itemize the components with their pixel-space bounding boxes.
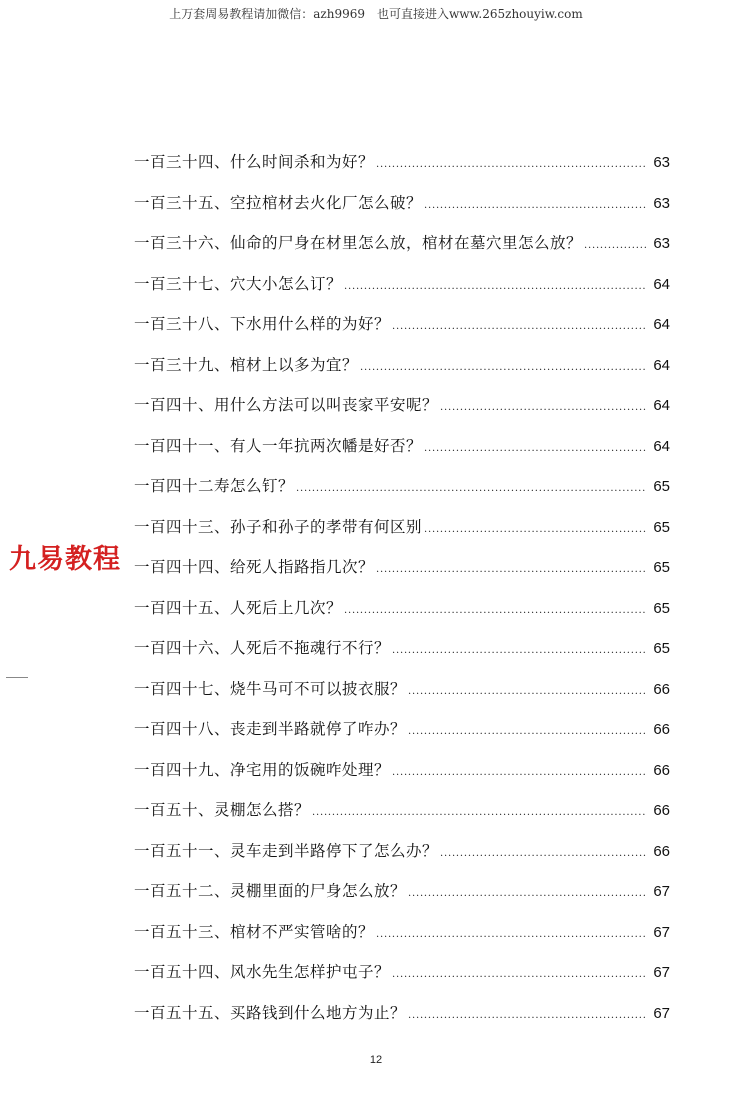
toc-leader <box>440 388 647 429</box>
toc-entry-page: 66 <box>653 721 670 738</box>
toc-entry-page: 64 <box>653 275 670 293</box>
toc-leader <box>344 591 647 632</box>
watermark-logo: 九易教程 <box>9 537 121 576</box>
toc-leader <box>424 429 647 470</box>
toc-entry-title: 一百四十七、烧牛马可不可以披衣服？ <box>134 679 407 698</box>
toc-entry-title: 一百五十三、棺材不严实管啥的？ <box>134 922 375 941</box>
toc-entry-title: 一百五十二、灵棚里面的尸身怎么放？ <box>134 882 407 900</box>
toc-entry-title: 一百四十六、人死后不拖魂行不行？ <box>134 639 391 657</box>
toc-entry-page: 65 <box>653 518 670 536</box>
toc-entry-page: 67 <box>653 964 670 981</box>
toc-entry[interactable] <box>134 912 670 953</box>
toc-entry-page: 65 <box>653 640 670 657</box>
toc-leader <box>408 712 647 753</box>
toc-entry[interactable] <box>134 264 670 305</box>
toc-leader <box>296 469 647 510</box>
table-of-contents <box>134 142 670 1033</box>
toc-entry-page: 63 <box>653 194 670 212</box>
toc-leader <box>408 996 647 1037</box>
toc-entry-title: 一百三十八、下水用什么样的为好？ <box>134 315 391 333</box>
toc-leader <box>392 955 647 996</box>
toc-entry-title: 一百五十、灵棚怎么搭？ <box>134 801 311 819</box>
toc-entry-page: 63 <box>653 154 670 171</box>
toc-entry[interactable] <box>134 750 670 791</box>
toc-entry-page: 66 <box>653 802 670 819</box>
toc-leader <box>392 753 647 794</box>
top-banner: 上万套周易教程请加微信：azh9969 也可直接进入www.265zhouyiw.com <box>169 7 583 21</box>
toc-entry-title: 一百四十二寿怎么钉？ <box>134 477 295 495</box>
toc-entry-title: 一百四十三、孙子和孙子的孝带有何区别 <box>134 517 423 536</box>
toc-entry-title: 一百三十七、穴大小怎么订？ <box>134 274 343 293</box>
toc-entry-page: 66 <box>653 680 670 698</box>
toc-entry[interactable] <box>134 466 670 507</box>
toc-entry[interactable] <box>134 669 670 710</box>
toc-entry[interactable] <box>134 304 670 345</box>
toc-leader <box>392 307 647 348</box>
toc-entry[interactable] <box>134 628 670 669</box>
toc-leader <box>424 186 647 227</box>
toc-entry-page: 67 <box>653 1004 670 1022</box>
toc-entry-title: 一百四十五、人死后上几次？ <box>134 598 343 617</box>
toc-entry[interactable] <box>134 588 670 629</box>
toc-entry-page: 64 <box>653 356 670 374</box>
toc-leader <box>312 793 647 834</box>
toc-entry-page: 66 <box>653 761 670 779</box>
toc-leader <box>360 348 647 389</box>
toc-entry-page: 64 <box>653 316 670 333</box>
margin-mark <box>6 677 28 678</box>
toc-entry[interactable] <box>134 709 670 750</box>
toc-entry[interactable] <box>134 183 670 224</box>
toc-entry[interactable] <box>134 790 670 831</box>
toc-entry-page: 65 <box>653 478 670 495</box>
toc-entry-title: 一百四十九、净宅用的饭碗咋处理？ <box>134 760 391 779</box>
toc-entry-page: 66 <box>653 842 670 860</box>
toc-entry-title: 一百五十一、灵车走到半路停下了怎么办？ <box>134 841 439 860</box>
toc-leader <box>376 550 647 591</box>
toc-entry[interactable] <box>134 345 670 386</box>
toc-leader <box>376 145 647 186</box>
toc-entry-title: 一百五十五、买路钱到什么地方为止？ <box>134 1003 407 1022</box>
toc-entry-page: 64 <box>653 397 670 414</box>
toc-leader <box>376 915 647 956</box>
toc-entry-title: 一百四十一、有人一年抗两次幡是好否？ <box>134 436 423 455</box>
toc-entry[interactable] <box>134 385 670 426</box>
toc-entry-title: 一百四十八、丧走到半路就停了咋办？ <box>134 720 407 738</box>
toc-entry[interactable] <box>134 952 670 993</box>
toc-entry-title: 一百五十四、风水先生怎样护屯子？ <box>134 963 391 981</box>
toc-entry[interactable] <box>134 223 670 264</box>
toc-entry-title: 一百三十六、仙命的尸身在材里怎么放，棺材在墓穴里怎么放？ <box>134 234 583 252</box>
page-number: 12 <box>369 1054 383 1066</box>
toc-entry-title: 一百三十九、棺材上以多为宜？ <box>134 355 359 374</box>
toc-entry[interactable] <box>134 426 670 467</box>
toc-leader <box>408 874 647 915</box>
toc-entry-page: 67 <box>653 883 670 900</box>
toc-entry[interactable] <box>134 142 670 183</box>
toc-entry-title: 一百四十、用什么方法可以叫丧家平安呢？ <box>134 396 439 414</box>
toc-entry-page: 65 <box>653 559 670 576</box>
toc-entry-title: 一百三十五、空拉棺材去火化厂怎么破？ <box>134 193 423 212</box>
toc-entry[interactable] <box>134 507 670 548</box>
toc-leader <box>344 267 647 308</box>
toc-entry[interactable] <box>134 547 670 588</box>
toc-entry-page: 64 <box>653 437 670 455</box>
toc-entry[interactable] <box>134 831 670 872</box>
toc-entry-title: 一百三十四、什么时间杀和为好？ <box>134 153 375 171</box>
toc-leader <box>440 834 647 875</box>
toc-leader <box>392 631 647 672</box>
toc-entry-page: 63 <box>653 235 670 252</box>
toc-entry[interactable] <box>134 871 670 912</box>
toc-leader <box>408 672 647 713</box>
toc-leader <box>424 510 647 551</box>
toc-entry-page: 67 <box>653 923 670 941</box>
toc-entry-title: 一百四十四、给死人指路指几次？ <box>134 558 375 576</box>
toc-entry[interactable] <box>134 993 670 1034</box>
toc-entry-page: 65 <box>653 599 670 617</box>
toc-leader <box>584 226 647 267</box>
